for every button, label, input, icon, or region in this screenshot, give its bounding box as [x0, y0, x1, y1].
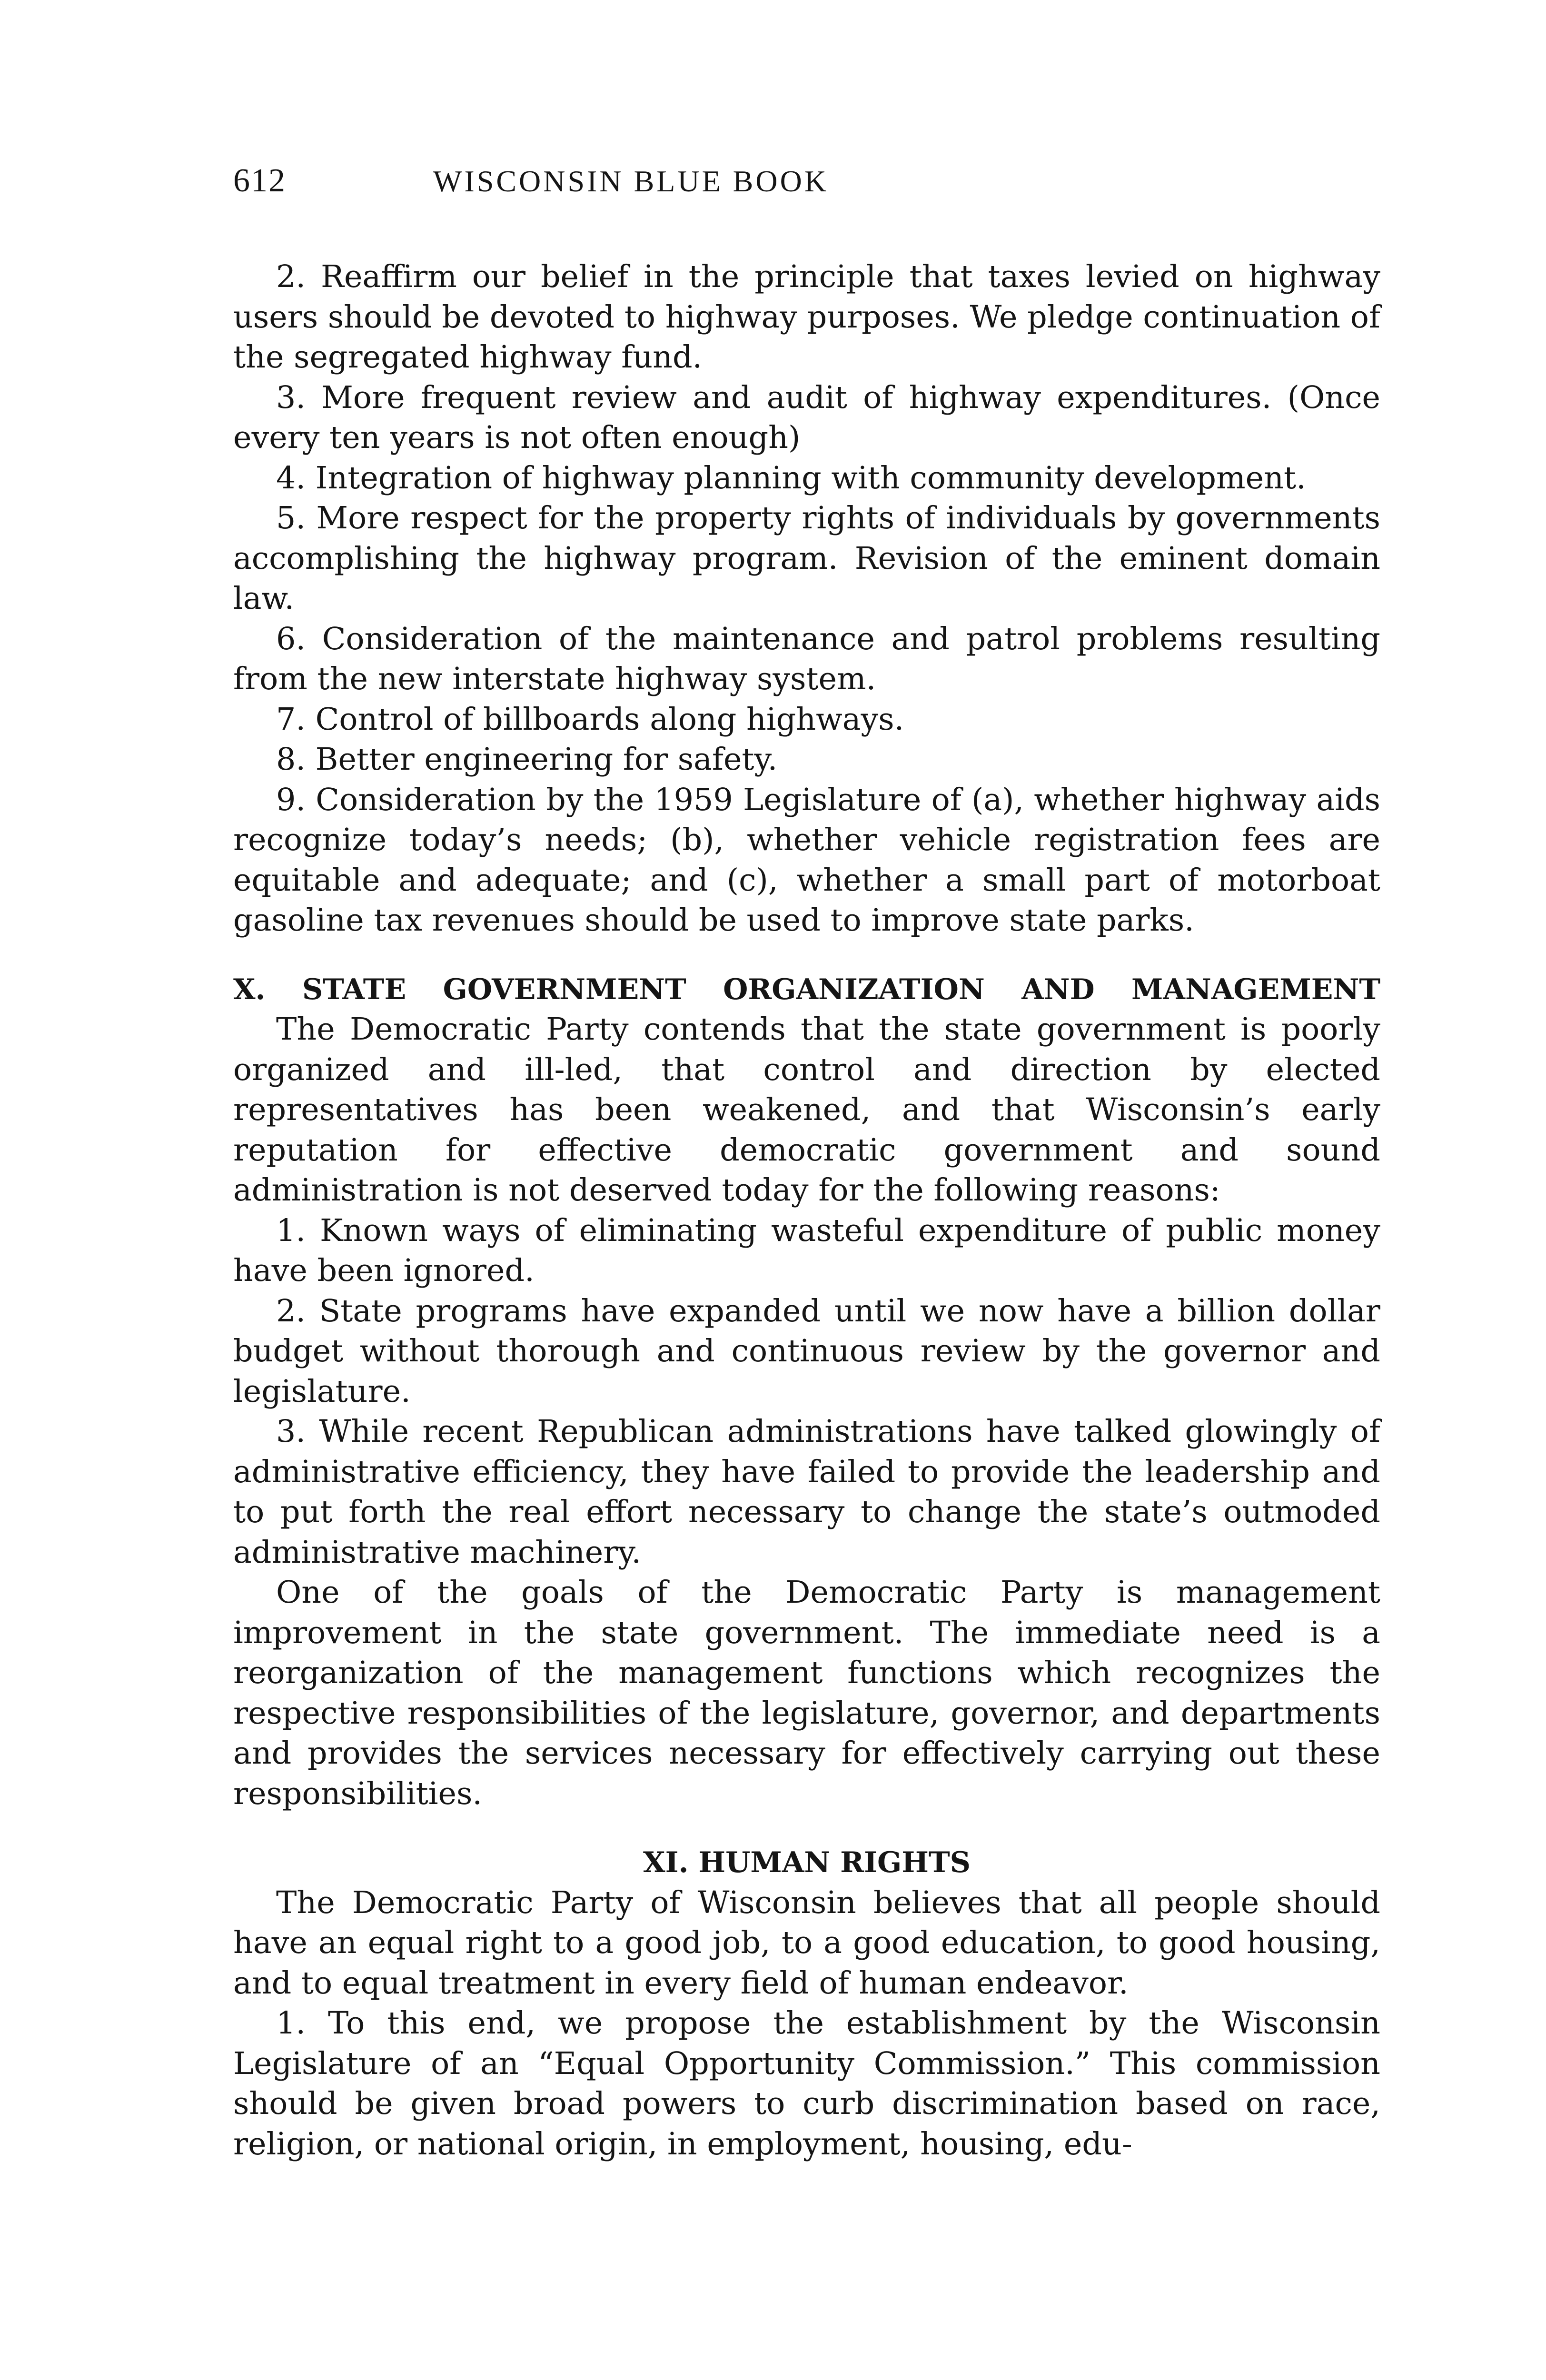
highway-item-9: 9. Consideration by the 1959 Legislature of (a), whether highway aids recognize today’s needs; (b), whether vehicle registration fees are equitable and adequate; and (c), whether a small part of motorboat gasoline tax revenues should be used to improve state parks. — [233, 782, 1380, 938]
highway-item-8: 8. Better engineering for safety. — [276, 742, 778, 777]
highway-item-7: 7. Control of billboards along highways. — [276, 701, 904, 737]
section-x-intro: The Democratic Party contends that the state government is poorly organized and ill-led, that control and direction by elected representatives has been weakened, and that Wisconsin’s early reputation for effective democratic government and sound administration is not deserved today for the following reasons: — [233, 1012, 1380, 1208]
page-body — [233, 257, 1380, 2164]
section-x-item-2: 2. State programs have expanded until we now have a billion dollar budget without thorough and continuous review by the governor and legislature. — [233, 1293, 1380, 1409]
page-header — [233, 162, 1380, 205]
highway-item-3: 3. More frequent review and audit of highway expenditures. (Once every ten years is not often enough) — [233, 379, 1380, 456]
book-page — [233, 162, 1380, 2256]
page-number: 612 — [233, 162, 286, 199]
highway-item-6: 6. Consideration of the maintenance and patrol problems resulting from the new interstate highway system. — [233, 621, 1380, 697]
highway-item-2: 2. Reaffirm our belief in the principle that taxes levied on highway users should be devoted to highway purposes. We pledge continuation of the segregated highway fund. — [233, 259, 1380, 375]
section-x-title: X. STATE GOVERNMENT ORGANIZATION AND MANAGEMENT — [233, 972, 1380, 1006]
section-x-item-1: 1. Known ways of eliminating wasteful expenditure of public money have been ignored. — [233, 1212, 1380, 1289]
running-head: WISCONSIN BLUE BOOK — [433, 164, 829, 198]
section-x-item-3: 3. While recent Republican administrations have talked glowingly of administrative efficiency, they have failed to provide the leadership and to put forth the real effort necessary to change the state’s outmoded administrative machinery. — [233, 1414, 1380, 1570]
highway-item-5: 5. More respect for the property rights of individuals by governments accomplishing the highway program. Revision of the eminent domain law. — [233, 500, 1380, 616]
highway-item-4: 4. Integration of highway planning with community development. — [276, 460, 1306, 496]
section-xi-title: XI. HUMAN RIGHTS — [643, 1846, 971, 1879]
section-x-closing: One of the goals of the Democratic Party is management improvement in the state government. The immediate need is a reorganization of the management functions which recognizes the respective responsibilities of the legislature, governor, and departments and provides the services necessary for effectively carrying out these responsibilities. — [233, 1575, 1380, 1812]
section-xi-item-1: 1. To this end, we propose the establishment by the Wisconsin Legislature of an “Equal Opportunity Commission.” This commission should be given broad powers to curb discrimination based on race, religion, or national origin, in employment, housing, edu- — [233, 2005, 1380, 2162]
section-xi-intro: The Democratic Party of Wisconsin believes that all people should have an equal right to a good job, to a good education, to good housing, and to equal treatment in every field of human endeavor. — [233, 1884, 1380, 2001]
